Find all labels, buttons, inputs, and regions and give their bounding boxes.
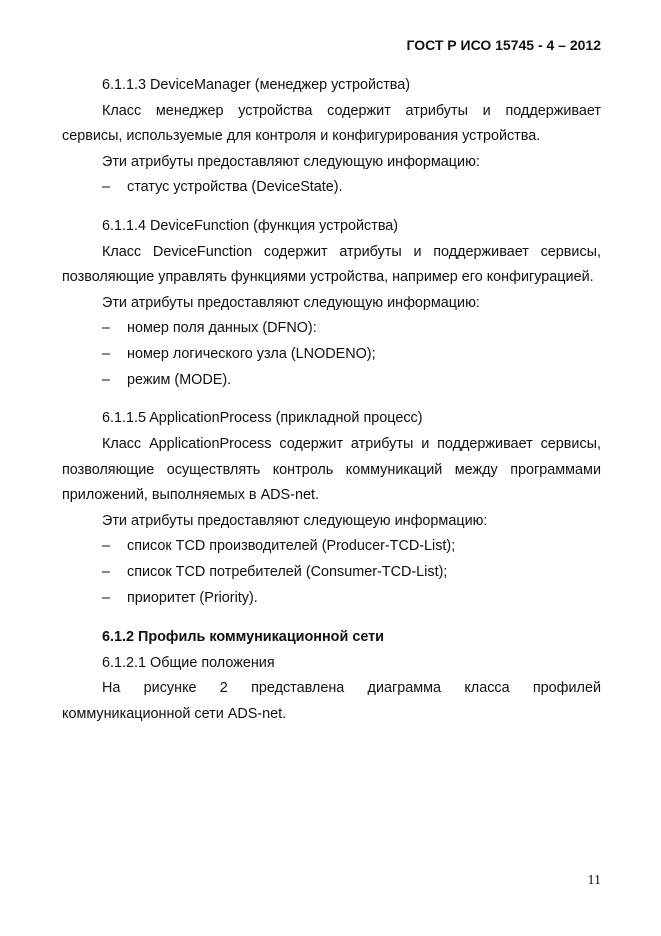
list-item: список TCD потребителей (Consumer-TCD-List); xyxy=(127,564,448,580)
paragraph-line: позволяющие осуществлять контроль коммуникаций между программами xyxy=(62,462,601,478)
page-number: 11 xyxy=(587,873,601,888)
list-dash: – xyxy=(102,372,111,388)
paragraph-line: Класс менеджер устройства содержит атрибуты и поддерживает xyxy=(102,103,601,119)
paragraph-line: Класс DeviceFunction содержит атрибуты и поддерживает сервисы, xyxy=(102,244,601,260)
paragraph-line: Класс ApplicationProcess содержит атрибуты и поддерживает сервисы, xyxy=(102,436,601,452)
paragraph-line: приложений, выполняемых в ADS-net. xyxy=(62,487,319,503)
paragraph-line: позволяющие управлять функциями устройства, например его конфигурацией. xyxy=(62,269,594,285)
paragraph-line: сервисы, используемые для контроля и конфигурирования устройства. xyxy=(62,128,541,144)
list-dash: – xyxy=(102,320,111,336)
section-heading-6114: 6.1.1.4 DeviceFunction (функция устройства) xyxy=(102,218,399,234)
paragraph: Эти атрибуты предоставляют следующеую информацию: xyxy=(102,513,488,529)
paragraph: Эти атрибуты предоставляют следующую информацию: xyxy=(102,295,480,311)
list-dash: – xyxy=(102,346,111,362)
section-heading-6113: 6.1.1.3 DeviceManager (менеджер устройства) xyxy=(102,77,411,93)
page-header: ГОСТ Р ИСО 15745 - 4 – 2012 xyxy=(406,37,601,53)
list-dash: – xyxy=(102,564,111,580)
paragraph: Эти атрибуты предоставляют следующую информацию: xyxy=(102,154,480,170)
list-item: приоритет (Priority). xyxy=(127,590,258,606)
subsection-heading-6121: 6.1.2.1 Общие положения xyxy=(102,655,275,671)
list-dash: – xyxy=(102,590,111,606)
paragraph-line: На рисунке 2 представлена диаграмма класса профилей xyxy=(102,680,601,696)
list-dash: – xyxy=(102,538,111,554)
section-heading-6115: 6.1.1.5 ApplicationProcess (прикладной процесс) xyxy=(102,410,423,426)
paragraph-line: коммуникационной сети ADS-net. xyxy=(62,706,287,722)
list-item: статус устройства (DeviceState). xyxy=(127,179,343,195)
list-item: номер поля данных (DFNO): xyxy=(127,320,317,336)
section-heading-612: 6.1.2 Профиль коммуникационной сети xyxy=(102,629,385,645)
list-item: список TCD производителей (Producer-TCD-List); xyxy=(127,538,456,554)
list-item: режим (MODE). xyxy=(127,372,232,388)
list-item: номер логического узла (LNODENO); xyxy=(127,346,376,362)
list-dash: – xyxy=(102,179,111,195)
